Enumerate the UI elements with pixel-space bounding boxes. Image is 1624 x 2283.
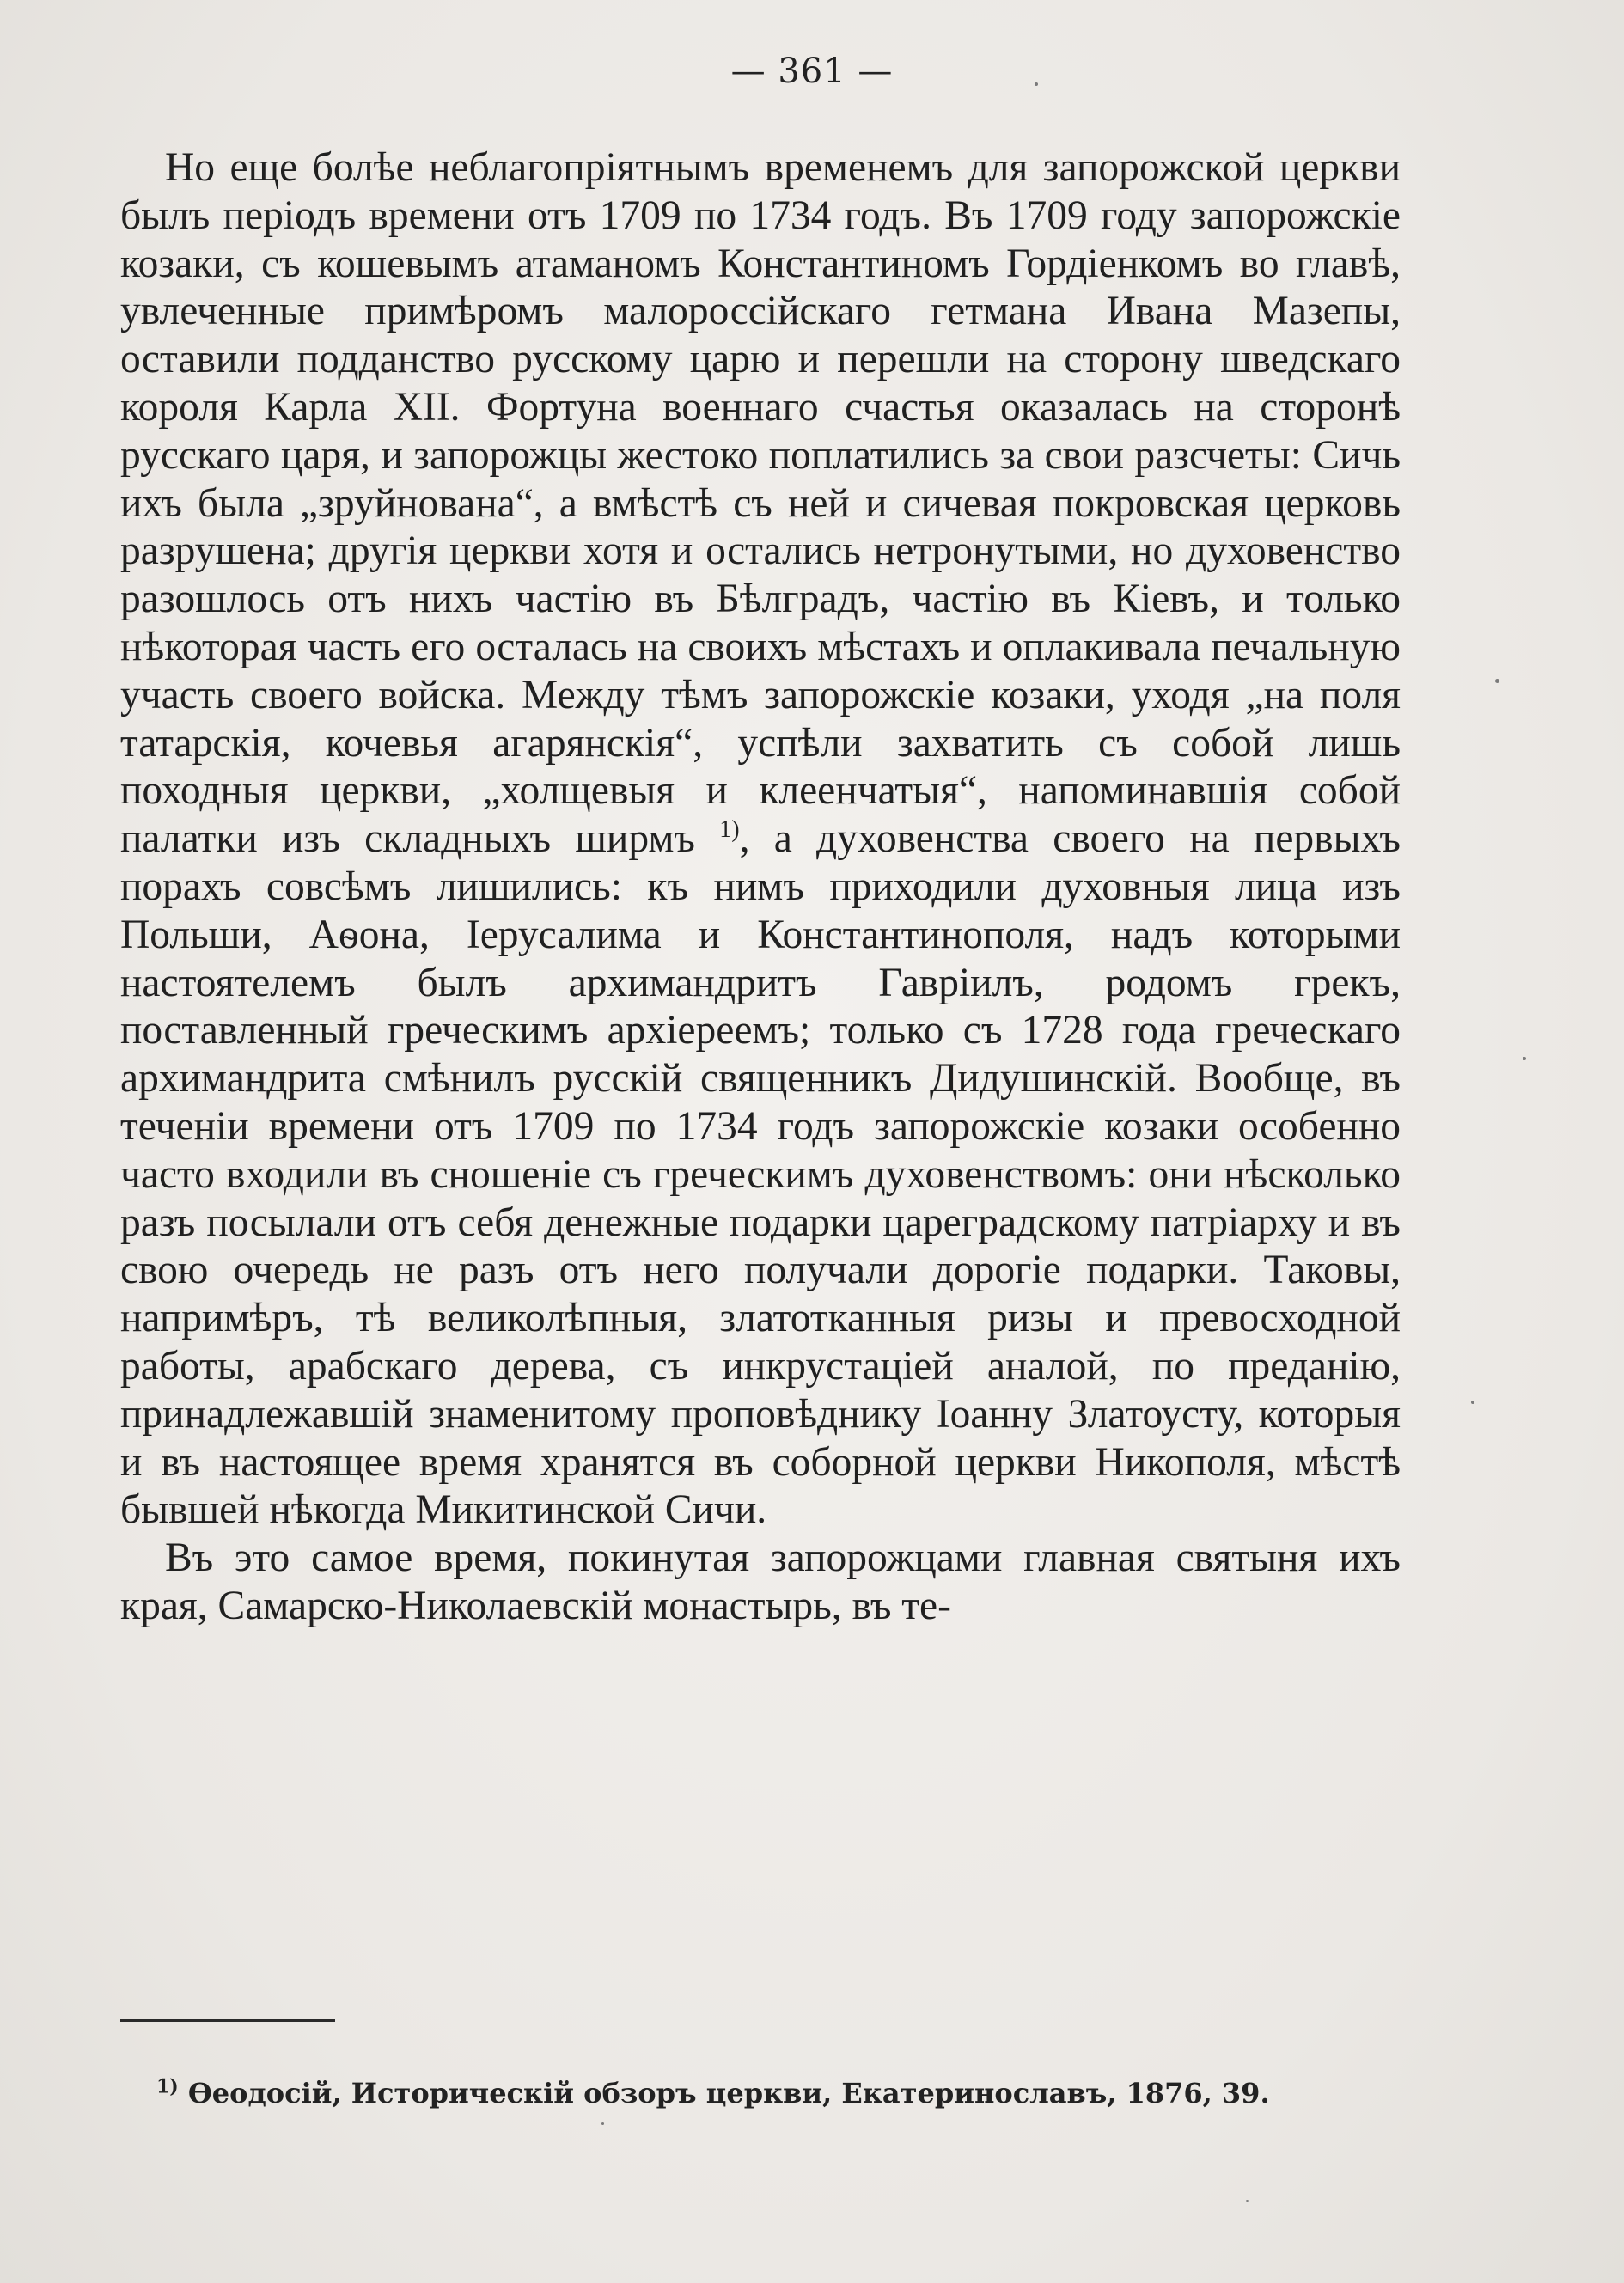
main-text xyxy=(120,144,1401,1631)
paragraph-1-text-a: Но еще болѣе неблагопріятнымъ временемъ для запорожской церкви былъ періодъ времени отъ 1709 по 1734 годъ. Въ 1709 году запорожскіе козаки, съ кошевымъ атаманомъ Константиномъ Гордіенкомъ во главѣ, увлеченные примѣромъ малороссійскаго гетмана Ивана Мазепы, оставили подданство русскому царю и перешли на сторону шведскаго короля Карла XII. Фортуна военнаго счастья оказалась на сторонѣ русскаго царя, и запорожцы жестоко поплатились за свои разсчеты: Сичь ихъ была „зруйнована“, а вмѣстѣ съ ней и сичевая покровская церковь разрушена; другія церкви хотя и остались нетронутыми, но духовенство разошлось отъ нихъ частію въ Бѣлградъ, частію въ Кіевъ, и только нѣкоторая часть его осталась на своихъ мѣстахъ и оплакивала печальную участь своего войска. Между тѣмъ запорожскіе козаки, уходя „на поля татарскія, кочевья агарянскія“, успѣли захватить съ собой лишь походныя церкви, „холщевыя и клеенчатыя“, напоминавшія собой палатки изъ складныхъ ширмъ xyxy=(120,145,1401,862)
paper-speck xyxy=(1471,1401,1474,1404)
paragraph-2: Въ это самое время, покинутая запорожцами главная святыня ихъ края, Самарско-Николаевскій монастырь, въ те- xyxy=(120,1535,1401,1628)
footnote-divider xyxy=(120,2019,335,2022)
footnote-reference: 1) xyxy=(719,816,740,844)
page-number: — 361 — xyxy=(730,52,894,91)
paper-speck xyxy=(601,2122,604,2125)
paragraph-1 xyxy=(120,144,1401,1535)
footnote-text: Ѳеодосій, Историческій обзоръ церкви, Екатеринославъ, 1876, 39. xyxy=(178,2077,1270,2109)
paper-speck xyxy=(1495,679,1499,683)
paper-speck xyxy=(1523,1057,1526,1060)
paragraph-1-text-b: , а духовенства своего на первыхъ порахъ совсѣмъ лишились: къ нимъ приходили духовныя лица изъ Польши, Аѳона, Іерусалима и Константинополя, надъ которыми настоятелемъ былъ архимандритъ Гавріилъ, родомъ грекъ, поставленный греческимъ архіереемъ; только съ 1728 года греческаго архимандрита смѣнилъ русскій священникъ Дидушинскій. Вообще, въ теченіи времени отъ 1709 по 1734 годъ запорожскіе козаки особенно часто входили въ сношеніе съ греческимъ духовенствомъ: они нѣсколько разъ посылали отъ себя денежные подарки цареградскому патріарху и въ свою очередь не разъ отъ него получали дорогіе подарки. Таковы, напримѣръ, тѣ великолѣпныя, златотканныя ризы и превосходной работы, арабскаго дерева, съ инкрустаціей аналой, по преданію, принадлежавшій знаменитому проповѣднику Іоанну Златоусту, которыя и въ настоящее время хранятся въ соборной церкви Никополя, мѣстѣ бывшей нѣкогда Микитинской Сичи. xyxy=(120,816,1401,1533)
footnote-mark: 1) xyxy=(156,2075,179,2098)
paper-speck xyxy=(1035,82,1038,86)
paper-speck xyxy=(1246,2200,1249,2202)
footnote xyxy=(156,2076,1402,2110)
